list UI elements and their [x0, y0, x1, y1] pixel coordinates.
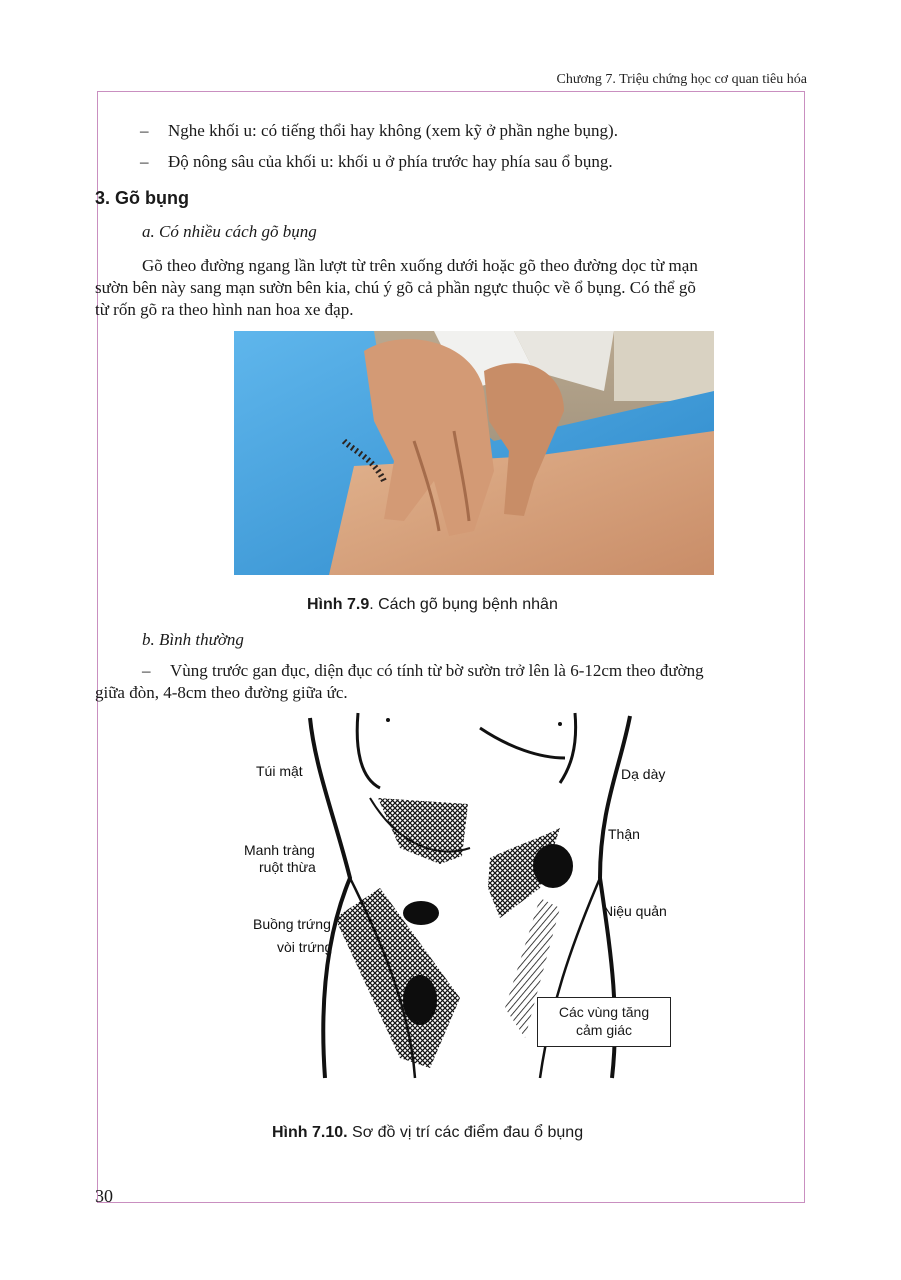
- label-buong-trung: Buồng trứng: [253, 916, 331, 932]
- figure-caption-text: . Cách gõ bụng bệnh nhân: [369, 596, 558, 613]
- bullet-dash: –: [140, 121, 149, 140]
- paragraph-line: từ rốn gõ ra theo hình nan hoa xe đạp.: [95, 300, 354, 319]
- section-heading: 3. Gõ bụng: [95, 188, 189, 208]
- percussion-photo: [234, 331, 714, 575]
- figure-caption-7-9: [307, 596, 558, 614]
- page-frame-left: [97, 91, 98, 1203]
- paragraph-line: sườn bên này sang mạn sườn bên kia, chú ý gõ cả phần ngực thuộc về ổ bụng. Có thể gõ: [95, 278, 696, 297]
- legend-line: cảm giác: [575, 1022, 633, 1038]
- page-frame-right: [804, 91, 805, 1203]
- paragraph-text: Vùng trước gan đục, diện đục có tính từ bờ sườn trở lên là 6-12cm theo đường: [170, 661, 704, 680]
- bullet-item: [140, 151, 613, 173]
- label-ruot-thua: ruột thừa: [259, 859, 316, 875]
- page-frame-top: [97, 91, 805, 92]
- label-voi-trung: vòi trứng: [277, 939, 333, 955]
- page-frame-bottom: [97, 1202, 805, 1203]
- paragraph-line: Gõ theo đường ngang lần lượt từ trên xuống dưới hoặc gõ theo đường dọc từ mạn: [142, 256, 698, 275]
- paragraph-line: giữa đòn, 4-8cm theo đường giữa ức.: [95, 683, 348, 702]
- figure-caption-7-10: [272, 1124, 583, 1142]
- subheading-a: a. Có nhiều cách gõ bụng: [142, 222, 317, 241]
- subheading-b: b. Bình thường: [142, 630, 244, 649]
- legend-box: [537, 997, 671, 1047]
- bullet-item: [140, 120, 618, 142]
- figure-label: Hình 7.10.: [272, 1124, 348, 1141]
- legend-line: Các vùng tăng: [558, 1004, 650, 1020]
- label-da-day: Dạ dày: [621, 766, 666, 782]
- label-manh-trang: Manh tràng: [244, 842, 315, 858]
- figure-caption-text: Sơ đồ vị trí các điểm đau ổ bụng: [347, 1124, 584, 1141]
- paragraph-line: [142, 660, 704, 682]
- bullet-text: Nghe khối u: có tiếng thổi hay không (xem kỹ ở phần nghe bụng).: [168, 121, 618, 140]
- running-header: Chương 7. Triệu chứng học cơ quan tiêu hóa: [556, 72, 807, 87]
- bullet-dash: –: [140, 152, 149, 171]
- figure-label: Hình 7.9: [307, 596, 370, 613]
- label-tui-mat: Túi mật: [256, 763, 303, 779]
- page-number: 30: [95, 1186, 113, 1206]
- bullet-dash: –: [142, 661, 151, 680]
- label-nieu-quan: Niệu quản: [603, 903, 667, 919]
- label-than: Thận: [608, 826, 640, 842]
- bullet-text: Độ nông sâu của khối u: khối u ở phía trước hay phía sau ổ bụng.: [168, 152, 613, 171]
